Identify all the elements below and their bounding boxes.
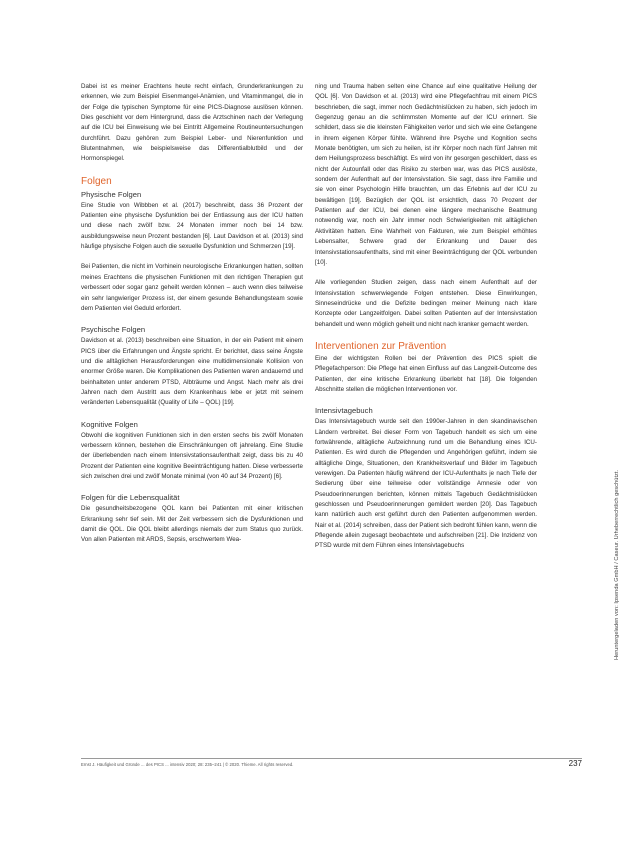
- right-column: [315, 82, 537, 552]
- paragraph: Die gesundheitsbezogene QOL kann bei Patienten mit einer kritischen Erkrankung sehr tief sein. Mit der Zeit verbessern sich die Dysfunktionen und damit die QOL. Die QOL bleibt allerdings niemals der zum Status quo zurück. Von allen Patienten mit ARDS, Sepsis, erschwertem Wea-: [81, 505, 303, 544]
- paragraph: Das Intensivtagebuch wurde seit den 1990er-Jahren in den skandinavischen Ländern verbreitet. Bei dieser Form von Tagebuch handelt es sich um eine fortwährende, alltägliche Aufzeichnung rund um die Behandlung eines ICU-Patienten. Es wird durch die Pflegenden und Angehörigen geführt, indem sie alltägliche Dinge, Situationen, den Krankheitsverlauf und Bilder im Tagebuch verewigen. Da Patienten häufig während der ICU-Aufenthalts je nach Tiefe der Sedierung über eine teilweise oder vollständige Amnesie oder von Pseudoerinnerungen berichten, können mittels Tagebuch Gedächtnislücken geschlossen und Pseudoerinnerungen gemildert werden [20]. Das Tagebuch kann natürlich auch erst geführt durch den Patienten aufgenommen werden. Nair et al. (2014) schreiben, dass der Patient sich bedroht fühlen kann, wenn die Pflegende allein zugesagt beobachtete und aufschreiben [21]. Die Inzidenz von PTSD wurde mit dem Führen eines Intensivtagebuchs: [315, 418, 537, 550]
- download-notice: Heruntergeladen von: Ipsenda GmbH / Caseur. Urheberrechtlich geschützt.: [614, 469, 620, 660]
- subheading-lebensqualitaet: Folgen für die Lebensqualität: [81, 493, 180, 503]
- paragraph: Davidson et al. (2013) beschreiben eine Situation, in der ein Patient mit einem PICS über die Erfahrungen und Ängste spricht. Er berichtet, dass seine Ängste und die alltäglichen Herausforderungen eine multidimensionale Kollision von enormer Größe waren. Die Komplikationen des Patienten waren andauernd und beinhalteten unter anderem PTSD, Albträume und Angst. Nach mehr als drei Jahren nach dem Austritt aus dem Krankenhaus lebe er jetzt mit seinem veränderten Lebensqualität (Quality of Life – QOL) [19].: [81, 337, 303, 407]
- paragraph: Obwohl die kognitiven Funktionen sich in den ersten sechs bis zwölf Monaten verbessern können, bestehen die Einschränkungen oft jahrelang. Eine Studie der überlebenden nach einem Intensivstationsaufenthalt zeigt, dass bis zu 40 Prozent der Patienten eine kognitive Beeinträchtigung hatten. Diese verbesserte sich zwischen drei und zwölf Monate minimal (von 40 auf 34 Prozent) [6].: [81, 431, 303, 480]
- subheading-intensivtagebuch: Intensivtagebuch: [315, 406, 373, 416]
- subheading-kognitiv: Kognitive Folgen: [81, 419, 138, 429]
- page-footer: [81, 758, 582, 773]
- page-number: 237: [568, 759, 582, 768]
- subheading-physisch: Physische Folgen: [81, 189, 142, 199]
- paragraph: Alle vorliegenden Studien zeigen, dass nach einem Aufenthalt auf der Intensivstation schwerwiegende Folgen entstehen. Diese Einwirkungen, Sinneseindrücke und die Defizite bedingen meiner Meinung nach klare Konzepte oder Langzeitfolgen. Dabei sollten Patienten auf der Intensivstation behandelt und wenn möglich geheilt und nicht nach kranker gemacht werden.: [315, 279, 537, 328]
- paragraph: ning und Trauma haben selten eine Chance auf eine qualitative Heilung der QOL [6]. Von Davidson et al. (2013) wird eine Pflegefachfrau mit einem PICS beschrieben, die sagt, immer noch Gedächtnislücken zu haben, sich jedoch im Gegenzug genau an die schlimmsten Momente auf der ICU erinnert. Sie schildert, dass sie die kleinsten Fähigkeiten verlor und sich wie eine Gefangene in ihrem eigenen Körper fühlte. Während ihre Psyche und Kognition sechs Monate benötigten, um sich zu heilen, ist ihr Körper noch nach fünf Jahren mit dem Heilungsprozess beschäftigt. Es wird von ihr gesorgen geschildert, dass es nicht der Autounfall oder das Risiko zu sterben war, was das PICS auslöste, sondern der Aufenthalt auf der Intensivstation. Sie sagt, dass ihre Familie und sie von einer Psychologin Hilfe brauchten, um das Erlebnis auf der ICU zu bewältigen [19]. Bezüglich der QOL ist ersichtlich, dass 70 Prozent der Patienten auf der ICU, bei denen eine längere mechanische Beatmung notwendig war, noch ein Jahr immer noch Schwierigkeiten mit alltäglichen Aktivitäten hatten. Eine Wahrheit von Fakturen, wie zum Beispiel erhöhtes Lebensalter, Schwere grad der Erkrankung und Dauer des Intensivstationsaufenthalts, sind mit einer Beeinträchtigung der QOL verbunden [10].: [315, 83, 537, 266]
- footer-citation: Ernst J. Häufigkeit und Gründe ... des PICS ... intensiv 2020; 28: 235–241 | © 2020. Thieme. All rights reserved.: [81, 762, 294, 767]
- paragraph: Dabei ist es meiner Erachtens heute recht einfach, Grunderkrankungen zu erkennen, wie zum Beispiel Eisenmangel-Anämien, und Vitaminmangel, die in der Folge die typischen Symptome für eine PICS-Diagnose auslösen können. Dies geschieht vor dem Hintergrund, dass die Arztschinen nach der Verlegung auf die ICU bei Einweisung wie bei Eintritt Allgemeine Routineuntersuchungen durchführt. Dazu gehören zum Beispiel Leber- und Nierenfunktion und Blutentnahmen, wie beispielsweise das Differentialblutbild und der Hormonspiegel.: [81, 83, 303, 163]
- paragraph: Eine der wichtigsten Rollen bei der Prävention des PICS spielt die Pflegefachperson: Die Pflege hat einen Einfluss auf das Langzeit-Outcome des Patienten, der eine kritische Erkrankung überlebt hat [18]. Die folgenden Abschnitte stellen die möglichen Interventionen vor.: [315, 354, 537, 393]
- section-heading-folgen: Folgen: [81, 175, 112, 187]
- paragraph: Eine Studie von Wibbben et al. (2017) beschreibt, dass 36 Prozent der Patienten eine physische Dysfunktion bei der Entlassung aus der ICU hatten und diese nach zwölf bzw. 24 Monaten immer noch bei 14 bzw. ausbildungsweise neun Prozent bestanden [6]. Laut Davidson et al. (2013) sind häufige physische Folgen auch die sexuelle Dysfunktion und Schmerzen [19].: [81, 201, 303, 251]
- paragraph: Bei Patienten, die nicht im Vorhinein neurologische Erkrankungen hatten, sollten meines Erachtens die physischen Funktionen mit den richtigen Therapien gut verbessert oder sogar ganz geheilt werden können – auch wenn dies teilweise ein sehr langwieriger Prozess ist, der einem gesunde Behandlungsteam sowie dem Patienten viel Geduld erfordert.: [81, 263, 303, 312]
- subheading-psychisch: Psychische Folgen: [81, 325, 146, 335]
- section-heading-interventionen: Interventionen zur Prävention: [315, 340, 447, 352]
- left-column: [81, 82, 303, 546]
